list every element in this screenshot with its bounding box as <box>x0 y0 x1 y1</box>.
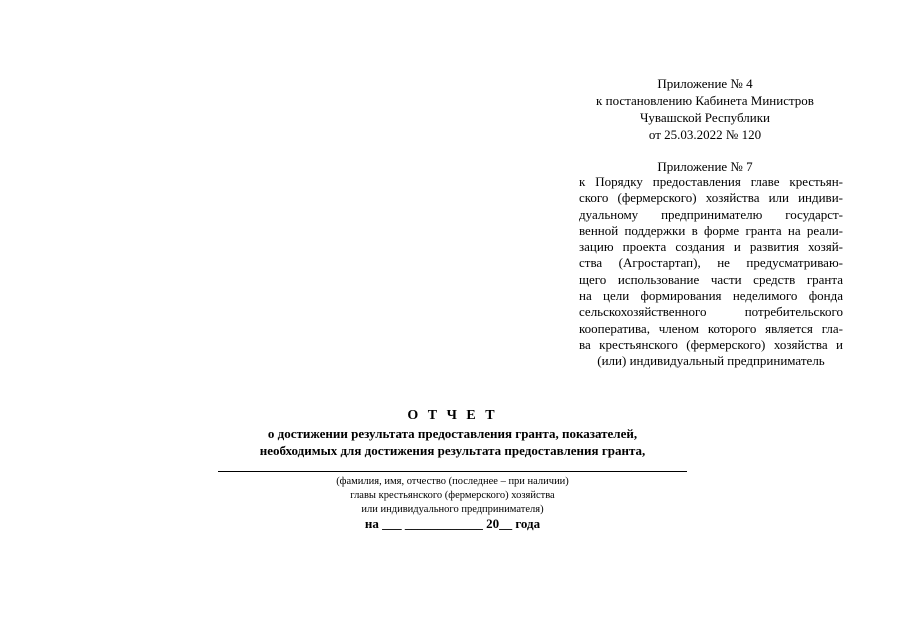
appendix-4-date: от 25.03.2022 № 120 <box>648 127 762 142</box>
appendix-7-line: ства (Агростартап), не предусматриваю- <box>579 255 843 271</box>
caption-line: или индивидуального предпринимателя) <box>361 504 544 515</box>
appendix-7-line: на цели формирования неделимого фонда <box>579 288 843 304</box>
name-fill-line <box>218 471 687 472</box>
report-subtitle-line: необходимых для достижения результата предоставления гранта, <box>259 443 646 458</box>
appendix-7-line: венной поддержки в форме гранта на реали- <box>579 222 843 238</box>
appendix-7-line: зацию проекта создания и развития хозяй- <box>579 239 843 255</box>
appendix-4-resolution: к постановлению Кабинета Министров <box>596 93 814 108</box>
appendix-7-line: ского (фермерского) хозяйства или индиви- <box>579 190 843 206</box>
appendix-7-line: дуальному предпринимателю государст- <box>579 206 843 222</box>
appendix-7-line: к Порядку предоставления главе крестьян- <box>579 174 843 189</box>
caption-line: главы крестьянского (фермерского) хозяйства <box>350 490 555 501</box>
name-field-caption <box>0 475 905 517</box>
appendix-7-line: кооператива, членом которого является гла- <box>579 320 843 336</box>
report-subtitle <box>0 425 905 459</box>
report-period: на ___ ____________ 20__ года <box>364 516 541 531</box>
appendix-7-description <box>579 174 843 370</box>
appendix-7-number: Приложение № 7 <box>657 159 753 174</box>
appendix-7-line: (или) индивидуальный предприниматель <box>597 353 825 369</box>
report-title: О Т Ч Е Т <box>407 408 498 423</box>
appendix-4-header <box>565 75 845 143</box>
appendix-7-line: ва крестьянского (фермерского) хозяйства и <box>579 336 843 352</box>
appendix-7-line: щего использование части средств гранта <box>579 271 843 287</box>
report-subtitle-line: о достижении результата предоставления гранта, показателей, <box>267 426 638 441</box>
appendix-7-line: сельскохозяйственного потребительского <box>579 304 843 320</box>
caption-line: (фамилия, имя, отчество (последнее – при наличии) <box>336 476 569 487</box>
appendix-4-republic: Чувашской Республики <box>639 110 771 125</box>
appendix-4-number: Приложение № 4 <box>657 76 753 91</box>
